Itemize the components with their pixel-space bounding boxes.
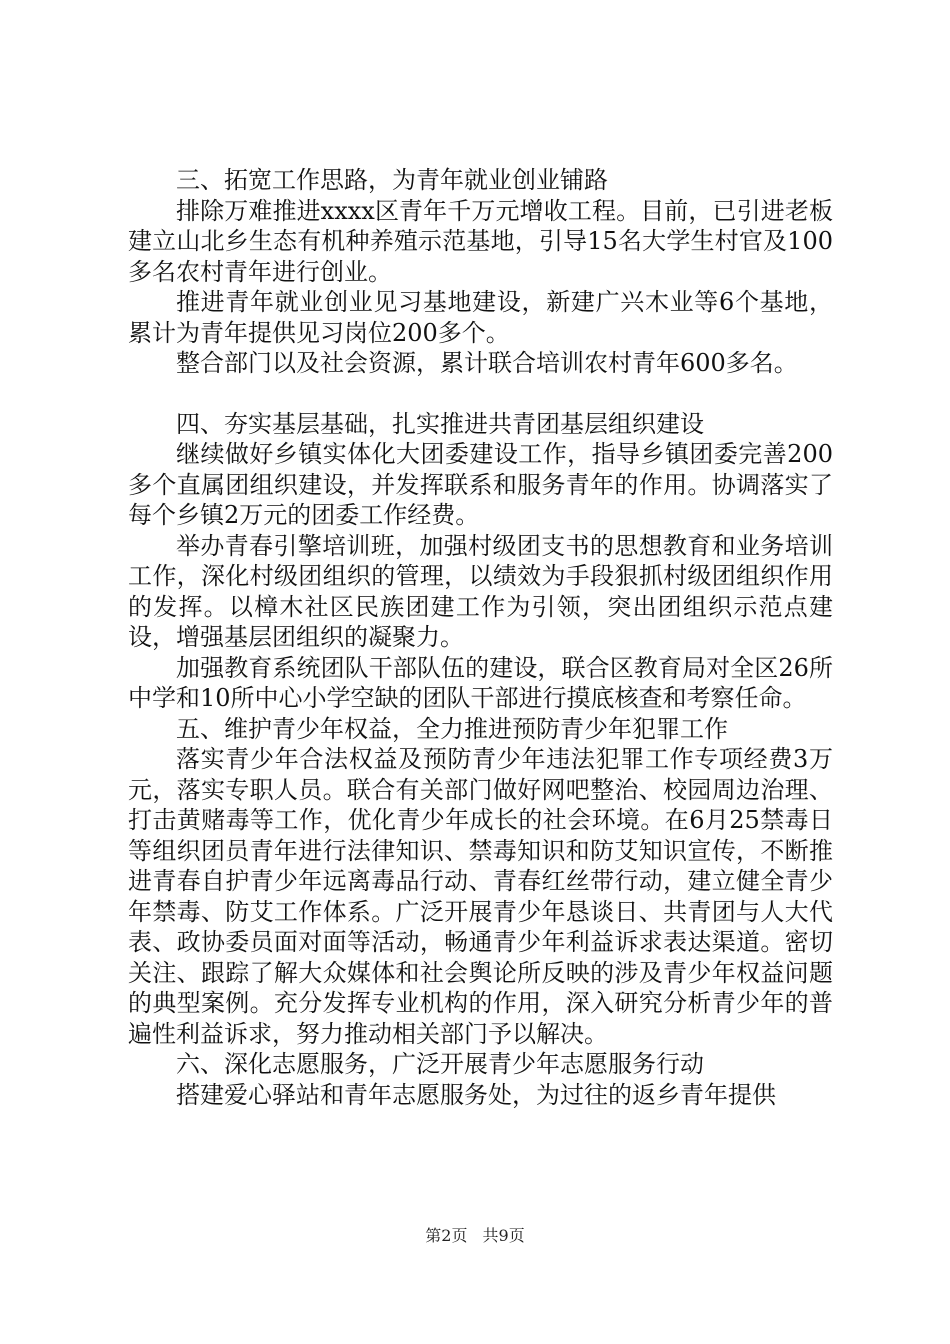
section-heading-5: 五、维护青少年权益，全力推进预防青少年犯罪工作 (176, 714, 728, 743)
page-current: 第2页 (425, 1226, 468, 1245)
section-heading-4: 四、夯实基层基础，扎实推进共青团基层组织建设 (176, 409, 704, 438)
section-heading-3: 三、拓宽工作思路，为青年就业创业铺路 (176, 166, 608, 194)
paragraph: 整合部门以及社会资源，累计联合培训农村青年600多名。 (176, 349, 798, 377)
paragraph: 加强教育系统团队干部队伍的建设，联合区教育局对全区26所中学和10所中心小学空缺的团队干部进行摸底核查和考察任命。 (128, 653, 833, 712)
paragraph-gap (128, 379, 833, 409)
page-total: 共9页 (482, 1226, 525, 1245)
paragraph: 搭建爱心驿站和青年志愿服务处，为过往的返乡青年提供 (176, 1080, 776, 1109)
paragraph: 排除万难推进xxxx区青年千万元增收工程。目前，已引进老板建立山北乡生态有机种养殖示范基地，引导15名大学生村官及100多名农村青年进行创业。 (128, 196, 833, 286)
paragraph: 落实青少年合法权益及预防青少年违法犯罪工作专项经费3万元，落实专职人员。联合有关部门做好网吧整治、校园周边治理、打击黄赌毒等工作，优化青少年成长的社会环境。在6月25禁毒日等组织团员青年进行法律知识、禁毒知识和防艾知识宣传，不断推进青春自护青少年远离毒品行动、青春红丝带行动，建立健全青少年禁毒、防艾工作体系。广泛开展青少年恳谈日、共青团与人大代表、政协委员面对面等活动，畅通青少年利益诉求表达渠道。密切关注、跟踪了解大众媒体和社会舆论所反映的涉及青少年权益问题的典型案例。充分发挥专业机构的作用，深入研究分析青少年的普遍性利益诉求，努力推动相关部门予以解决。 (128, 745, 833, 1048)
paragraph: 继续做好乡镇实体化大团委建设工作，指导乡镇团委完善200多个直属团组织建设，并发挥联系和服务青年的作用。协调落实了每个乡镇2万元的团委工作经费。 (128, 440, 833, 529)
paragraph: 举办青春引擎培训班，加强村级团支书的思想教育和业务培训工作，深化村级团组织的管理，以绩效为手段狠抓村级团组织作用的发挥。以樟木社区民族团建工作为引领，突出团组织示范点建设，增强基层团组织的凝聚力。 (128, 531, 833, 651)
paragraph: 推进青年就业创业见习基地建设，新建广兴木业等6个基地，累计为青年提供见习岗位200多个。 (128, 288, 833, 347)
document-body (128, 165, 833, 1110)
page-footer (0, 1226, 950, 1246)
section-heading-6: 六、深化志愿服务，广泛开展青少年志愿服务行动 (176, 1050, 704, 1078)
